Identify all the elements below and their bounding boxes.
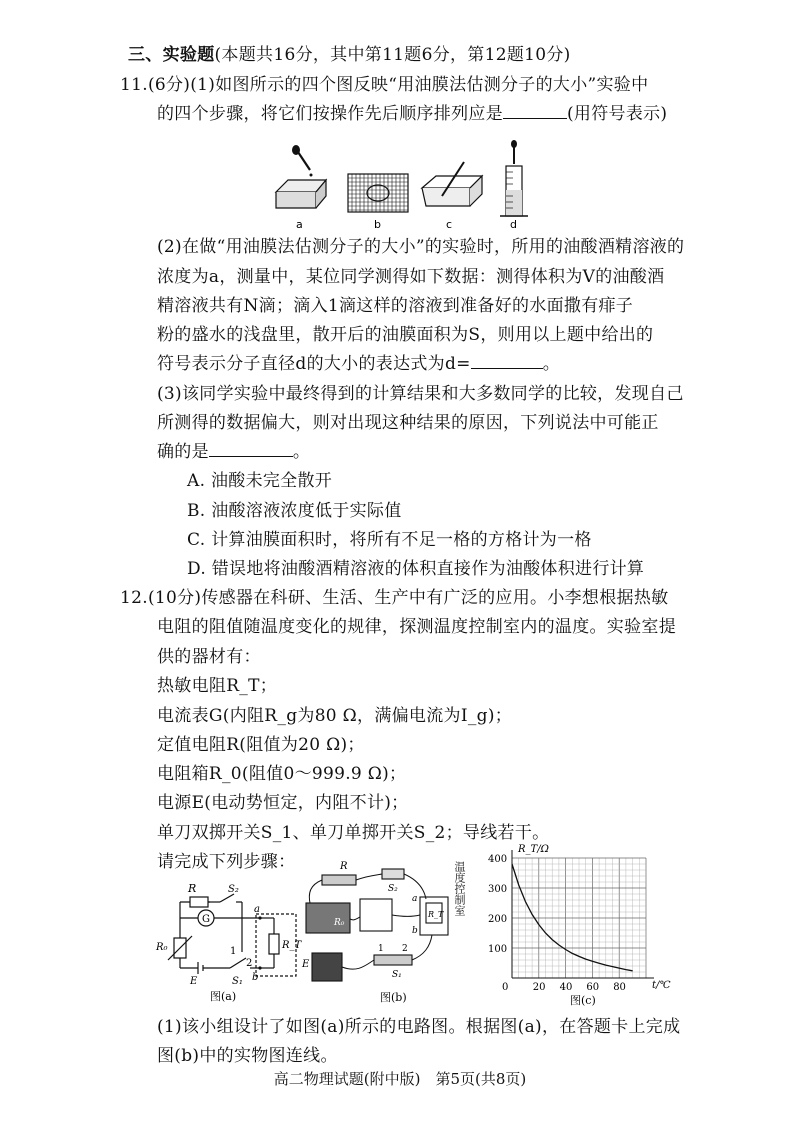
q11-part1-line1: (1)如图所示的四个图反映“用油膜法估测分子的大小”实验中: [190, 75, 649, 95]
fig-a-label-b: b: [252, 972, 259, 983]
q11-step-figures: [270, 140, 540, 235]
fig-b-label-S2: S₂: [388, 884, 398, 894]
chart-x-tick-label: 0: [502, 982, 509, 993]
fig-a-label-G: G: [202, 914, 210, 925]
fig-b-label-1: 1: [378, 944, 384, 954]
q11-p3-line1: (3)该同学实验中最终得到的计算结果和大多数同学的比较，发现自己: [157, 384, 684, 404]
switch-S2: [382, 869, 404, 879]
chart-y-tick-label: 300: [488, 884, 508, 895]
page-footer: 高二物理试题(附中版) 第5页(共8页): [273, 1070, 527, 1088]
fig-label-b: b: [374, 218, 381, 231]
chart-y-tick-label: 400: [488, 854, 508, 865]
chart-y-tick-label: 100: [488, 944, 508, 955]
fig-a-label-E: E: [190, 976, 198, 987]
chart-x-tick-label: 80: [613, 982, 626, 993]
q12-intro-3: 供的器材有：: [157, 647, 261, 667]
q11-part1-line2b: (用符号表示): [567, 104, 668, 124]
equipment-switches: 单刀双掷开关S_1、单刀单掷开关S_2；导线若干。: [157, 823, 550, 843]
figure-c-chart: [478, 838, 678, 1008]
q11-option-d[interactable]: D. 错误地将油酸酒精溶液的体积直接作为油酸体积进行计算: [187, 559, 645, 579]
chart-xlabel: t/℃: [652, 980, 671, 991]
fig-b-chamber-label-wrap: [452, 861, 468, 961]
fig-label-d: d: [510, 218, 517, 231]
chart-y-tick-label: 200: [488, 914, 508, 925]
q11-answer-blank-1[interactable]: [503, 104, 567, 119]
chart-ylabel: R_T/Ω: [518, 844, 549, 855]
fig-a-label-RT: R_T: [282, 940, 302, 951]
section-heading-line: [128, 44, 571, 66]
fig-b-label-b: b: [412, 926, 418, 936]
chart-x-tick-label: 20: [532, 982, 546, 993]
q11-score: (6分): [147, 75, 191, 95]
fig-a-label-a: a: [254, 904, 260, 915]
fig-b-label-S1: S₁: [392, 970, 402, 980]
fig-b-label-a: a: [412, 894, 418, 904]
q11-option-b[interactable]: B. 油酸溶液浓度低于实际值: [187, 501, 402, 521]
q11-p3-end: 。: [292, 442, 311, 462]
q12-intro-2: 电阻的阻值随温度变化的规律，探测温度控制室内的温度。实验室提: [157, 617, 676, 637]
fig-b-label-E: E: [302, 959, 310, 970]
fig-a-caption: 图(a): [210, 990, 237, 1003]
q12-number: 12.: [120, 588, 148, 608]
switch-S1: [374, 955, 412, 965]
q11-option-c[interactable]: C. 计算油膜面积时，将所有不足一格的方格计为一格: [187, 530, 592, 550]
q11-p2-line4: 粉的盛水的浅盘里，散开后的油膜面积为S，则用以上题中给出的: [157, 325, 654, 345]
equipment-source: 电源E(电动势恒定，内阻不计)；: [157, 793, 409, 813]
equipment-resistance-box: 电阻箱R_0(阻值0～999.9 Ω)；: [157, 764, 407, 784]
fig-a-label-1: 1: [230, 946, 237, 957]
figure-a-circuit: [150, 880, 310, 1005]
fig-c-caption: 图(c): [570, 994, 596, 1007]
q11-part1-line2a: 的四个步骤，将它们按操作先后顺序排列应是: [157, 104, 503, 124]
figure-b-apparatus: [300, 855, 480, 1005]
chart-grid: [512, 858, 646, 978]
q11-line2: [157, 103, 667, 125]
fig-b-label-R: R: [340, 861, 348, 872]
fig-label-a: a: [296, 218, 303, 231]
ammeter-G: [360, 899, 392, 931]
q11-p2-end: 。: [542, 354, 561, 374]
fig-b-label-RT: R_T: [428, 910, 444, 919]
q12-intro-1: (10分)传感器在科研、生活、生产中有广泛的应用。小李想根据热敏: [147, 588, 669, 608]
q11-p3-line2: 所测得的数据偏大，则对出现这种结果的原因，下列说法中可能正: [157, 413, 659, 433]
q12-line1: [120, 587, 668, 609]
fig-a-label-2: 2: [246, 958, 253, 969]
figure-b-grid: [348, 174, 408, 212]
fig-b-chamber-label: 温度控制室: [453, 861, 466, 916]
fig-b-label-2: 2: [402, 944, 408, 954]
fig-b-caption: 图(b): [380, 991, 407, 1004]
q11-p2-last: 符号表示分子直径d的大小的表达式为d=: [157, 354, 471, 374]
equipment-thermistor: 热敏电阻R_T；: [157, 676, 278, 696]
q11-option-a[interactable]: A. 油酸未完全散开: [187, 471, 333, 491]
section-heading: 三、实验题: [128, 45, 215, 65]
chart-x-tick-label: 60: [586, 982, 600, 993]
fig-a-label-S2: S₂: [228, 884, 239, 895]
q12-sub1-line1: (1)该小组设计了如图(a)所示的电路图。根据图(a)，在答题卡上完成: [157, 1017, 681, 1037]
equipment-resistor: 定值电阻R(阻值为20 Ω)；: [157, 735, 365, 755]
q11-answer-blank-3[interactable]: [209, 442, 293, 457]
q11-p2-line5: [157, 353, 560, 375]
q11-p2-line2: 浓度为a，测量中，某位同学测得如下数据：测得体积为V的油酸酒: [157, 267, 665, 287]
figure-c-dish: [422, 162, 482, 206]
battery-E: [312, 953, 342, 981]
steps-label: 请完成下列步骤：: [157, 852, 296, 872]
q12-sub1-line2: 图(b)中的实物图连线。: [157, 1046, 338, 1066]
fig-a-label-R: R: [188, 882, 197, 895]
figure-d-cylinder: [500, 140, 528, 216]
fig-b-label-R0: R₀: [334, 918, 345, 928]
q11-p3-last: 确的是: [157, 442, 209, 462]
fig-a-label-R0: R₀: [156, 942, 168, 953]
fig-a-label-S1: S₁: [232, 976, 243, 987]
figure-a-dropper-tray: [276, 145, 326, 208]
equipment-ammeter: 电流表G(内阻R_g为80 Ω，满偏电流为I_g)；: [157, 706, 513, 726]
q11-number: 11.: [120, 75, 148, 95]
q11-p3-line3: [157, 441, 310, 463]
fig-label-c: c: [446, 218, 453, 231]
resistor-R: [322, 875, 356, 885]
chart-x-tick-label: 40: [559, 982, 573, 993]
section-note: (本题共16分，其中第11题6分，第12题10分): [214, 45, 571, 65]
q11-line1: [120, 74, 648, 96]
q11-p2-line1: (2)在做“用油膜法估测分子的大小”的实验时，所用的油酸酒精溶液的: [157, 237, 685, 257]
q11-p2-line3: 精溶液共有N滴；滴入1滴这样的溶液到准备好的水面撒有痱子: [157, 296, 634, 316]
q11-answer-blank-2[interactable]: [471, 354, 543, 369]
